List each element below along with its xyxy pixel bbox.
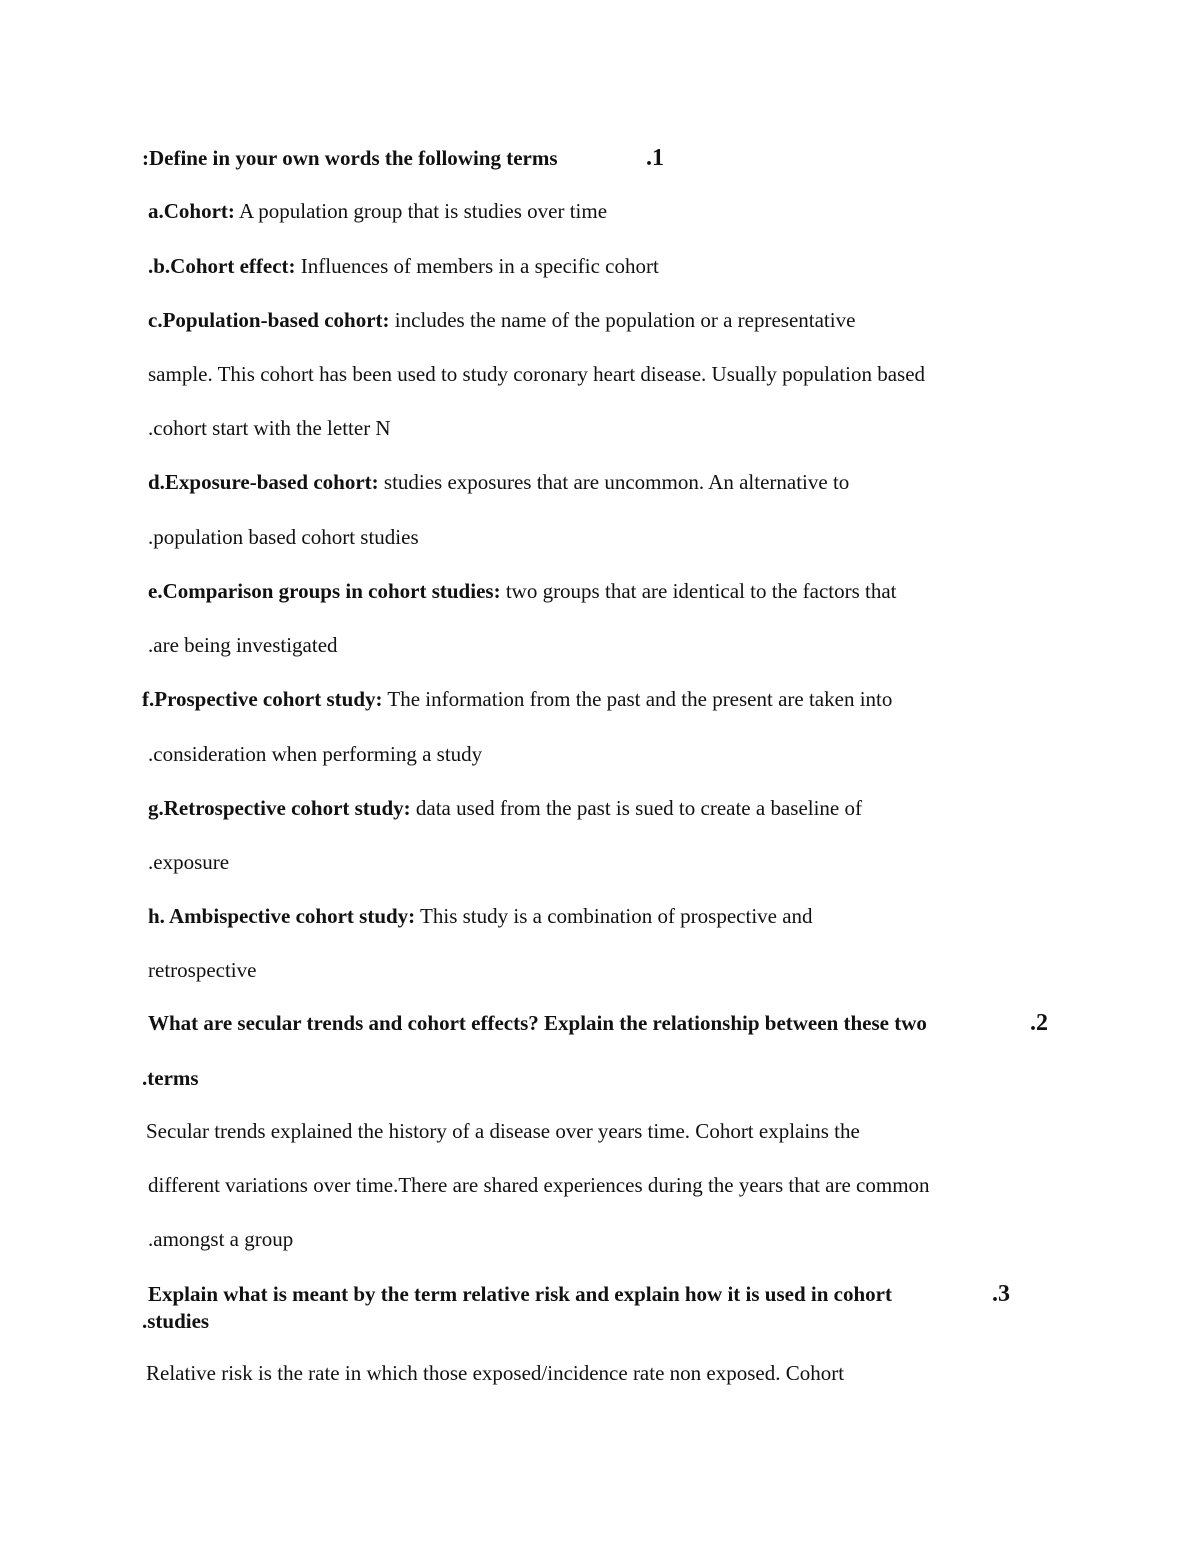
q1-item-g-text: data used from the past is sued to create a baseline of <box>410 796 862 820</box>
q2-heading: What are secular trends and cohort effects? Explain the relationship between these two <box>148 1011 927 1035</box>
q1-item-g-line2: .exposure <box>148 850 230 874</box>
q1-item-b-text: Influences of members in a specific cohort <box>295 254 659 278</box>
q1-item-h-line2: retrospective <box>148 958 257 982</box>
q3-number: .3 <box>992 1281 1010 1307</box>
q1-number: .1 <box>646 145 664 171</box>
q1-item-g-term: g.Retrospective cohort study: <box>148 796 411 820</box>
q3-heading-line2: .studies <box>142 1309 210 1333</box>
q1-item-f-term: f.Prospective cohort study: <box>142 687 383 711</box>
q1-item-d <box>148 469 849 495</box>
q1-item-e-text: two groups that are identical to the factors that <box>500 579 897 603</box>
q1-item-c <box>148 307 855 333</box>
q2-heading-line2: .terms <box>142 1066 199 1090</box>
q1-item-d-text: studies exposures that are uncommon. An alternative to <box>378 470 850 494</box>
q1-item-f-line2: .consideration when performing a study <box>148 742 483 766</box>
q1-item-d-term: d.Exposure-based cohort: <box>148 470 379 494</box>
q1-item-h <box>148 903 813 929</box>
q1-item-f-text: The information from the past and the present are taken into <box>382 687 893 711</box>
q1-item-h-text: This study is a combination of prospective and <box>415 904 813 928</box>
q3-answer-line1: Relative risk is the rate in which those exposed/incidence rate non exposed. Cohort <box>146 1361 845 1385</box>
q1-item-c-term: c.Population-based cohort: <box>148 308 390 332</box>
q3-heading: Explain what is meant by the term relative risk and explain how it is used in cohort <box>148 1282 892 1306</box>
q1-item-a <box>148 198 607 224</box>
q2-answer-line1: Secular trends explained the history of a disease over years time. Cohort explains the <box>146 1119 860 1143</box>
q1-heading: :Define in your own words the following terms <box>142 146 558 170</box>
q1-item-e-term: e.Comparison groups in cohort studies: <box>148 579 501 603</box>
q2-number: .2 <box>1030 1010 1048 1036</box>
q2-answer-line3: .amongst a group <box>148 1227 294 1251</box>
q1-item-a-text: A population group that is studies over time <box>234 199 608 223</box>
q1-item-g <box>148 795 862 821</box>
q1-item-e-line2: .are being investigated <box>148 633 338 657</box>
q1-item-f <box>142 686 892 712</box>
q1-item-c-line3: .cohort start with the letter N <box>148 416 391 440</box>
q1-item-c-line2: sample. This cohort has been used to study coronary heart disease. Usually population based <box>148 362 926 386</box>
q2-answer-line2: different variations over time.There are shared experiences during the years that are common <box>148 1173 930 1197</box>
q1-item-e <box>148 578 897 604</box>
q1-item-h-term: h. Ambispective cohort study: <box>148 904 416 928</box>
q1-item-a-term: a.Cohort: <box>148 199 235 223</box>
q1-item-d-line2: .population based cohort studies <box>148 525 419 549</box>
q1-item-c-text: includes the name of the population or a representative <box>389 308 856 332</box>
q1-item-b-term: .b.Cohort effect: <box>148 254 296 278</box>
q1-item-b <box>148 253 659 279</box>
